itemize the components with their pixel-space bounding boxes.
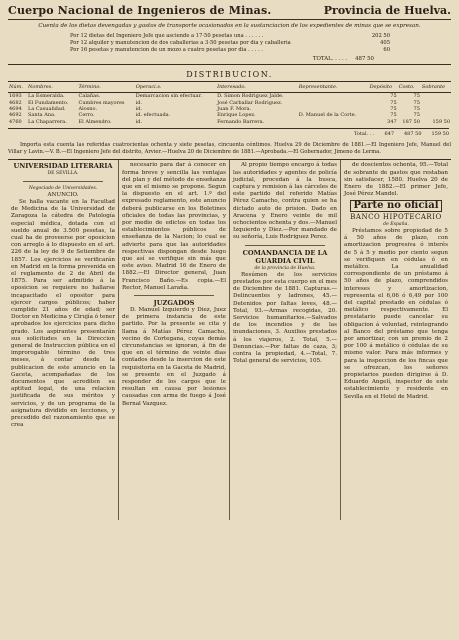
guardia-title: COMANDANCIA DE LA GUARDIA CIVIL — [242, 248, 328, 265]
table-header-row — [8, 81, 451, 92]
table-row — [8, 93, 451, 100]
col-header: Nombres. — [27, 81, 78, 92]
unofficial-section-heading: Parte no oficial — [350, 200, 442, 211]
col-header: Representante. — [298, 81, 369, 92]
distribution-table — [8, 81, 451, 125]
table-cell-nombre: La Esmeralda. — [28, 93, 65, 100]
table-cell-num: 4692 — [9, 112, 22, 119]
table-cell-dep: 347 — [387, 118, 397, 125]
university-title: UNIVERSIDAD LITERARIA — [13, 162, 113, 171]
table-cell-nombre: El Fundamento. — [28, 99, 69, 106]
table-cell-costo: 75 — [413, 105, 420, 112]
table-cell-costo: 187 50 — [402, 118, 420, 125]
col-header: Interesado. — [216, 81, 298, 92]
table-cell-costo: 75 — [413, 112, 420, 119]
courts-heading: JUZGADOS — [153, 298, 195, 307]
masthead — [8, 4, 451, 20]
expense-text: Por 12 alquiler y manutencion de dos caballerias a 3·50 pesetas por dia y caballeria — [70, 39, 291, 46]
table-total-cost: 487 50 — [404, 131, 422, 138]
account-subtitle: Cuenta de los dietas devengadas y gastos de transporte ocasionados en la sustanciacion de los expedientes de minas que se expresan. — [38, 23, 421, 29]
table-cell-num: 4760 — [9, 118, 22, 125]
expense-total — [8, 56, 374, 62]
table-total-label: Total. . . — [353, 131, 375, 138]
table-cell-costo: 75 — [413, 99, 420, 106]
table-cell-repr — [298, 93, 369, 100]
guardia-continued: de doscientos ochenta, 95.—Total de sobrante de gastos que restaban sin satisfacer, 1580. Huelva 20 de Enero de 1882.—El primer Jefe, José Pérez Mandel. — [344, 162, 448, 198]
notice-continued: necesario para dar á conocer en forma breve y sencilla las ventajas del plan y del método de enseñanza que en el mismo se propone. Segun la dispuesto en el art. 1.º del expresado reglamento, este anuncio deberá publicarse en los Boletines oficiales de todas las provincias, y por medio de edictos en todas los establecimientos públicos de enseñanza de la Nacion; lo cual se advierte para que las autoridades respectivas dispongan desde luego que así se verifique sin más que este aviso. Madrid 16 de Enero de 1882.—El Director general, Juan Francisco Baño.—Es copia.—El Rector, Manuel Laraña. — [122, 162, 226, 291]
table-cell-interesado: D. Simon Rodriguez Jalde. — [217, 93, 284, 100]
table-row — [8, 119, 451, 125]
expense-lines — [70, 33, 390, 54]
table-cell-oper: id. — [135, 118, 143, 125]
col-header: Término. — [78, 81, 135, 92]
expense-value: 405 — [380, 39, 390, 46]
table-cell-costo: 75 — [413, 93, 420, 100]
col-header: Depósito — [369, 81, 398, 92]
notice-text: Se halla vacante en la Facultad de Medicina de la Universidad de Zaragoza la cátedra de Patología especial médica, dotada con el sueldo anual de 3.500 pesetas, la cual ha de proveerse por oposicion con arreglo á lo dispuesto en el art. 226 de la ley de 9 de Setiembre de 1857. Los ejercicios se verificarán en Madrid en la forma prevenida en el reglamento de 2 de Abril de 1875. Para ser admitido á la oposicion se requiere no hallarse incapacitado el opositor para ejercer cargos públicos; haber cumplido 21 años de edad; ser Doctor en Medicina y Cirujía ó tener aprobados los ejercicios para dicho grado. Los aspirantes presentarán sus solicitudes en la Direccion general de Instruccion pública en el improrogable término de tres meses, á contar desde la publicacion de este anuncio en la Gaceta, acompañadas de los documentos que acrediten su aptitud legal, de una relacion justificada de sus méritos y servicios, y de un programa de la asignatura dividido en lecciones, y precedido del razonamiento que se crea — [11, 198, 116, 429]
divider — [245, 245, 325, 246]
divider — [134, 295, 214, 296]
notice-heading: ANUNCIO. — [47, 191, 79, 198]
table-cell-oper: id. — [135, 105, 143, 112]
guardia-summary: Resúmen de los servicios prestados por esta cuerpo en el mes de Diciembre de 1881. Capturas.—Delincuentes y ladrones, 45.—Detenidos por faltas leves, 48.—Total, 93.—Armas recogidas, 20. Servicios humanitarios.—Salvados de los incendios y de las inundaciones, 3. Auxilios prestados á los viajeros, 2. Total, 5.—Denuncias.—Por faltas de caza, 3; contra la propiedad, 4.—Total, 7. Total general de servicios, 105. — [233, 271, 337, 365]
table-cell-oper: id. efectuada. — [135, 112, 171, 119]
table-cell-interesado: José Carballar Rodriguez. — [217, 99, 283, 106]
divider — [8, 64, 451, 65]
column-4 — [341, 160, 451, 520]
table-cell-nombre: La Chaparrera. — [28, 118, 67, 125]
table-total-surplus: 159 50 — [431, 131, 449, 138]
expense-line — [70, 40, 390, 47]
table-cell-dep: 75 — [390, 99, 397, 106]
table-cell-termino: Cumbres mayores — [78, 99, 125, 106]
masthead-left: Cuerpo Nacional de Ingenieros de Minas. — [8, 4, 272, 17]
table-total-deposit: 647 — [384, 131, 394, 138]
masthead-right: Provincia de Huelva. — [323, 4, 451, 17]
summons-text: D. Manuel Izquierdo y Diez, Juez de primera instancia de este partido. Por la presente se cita y llama á Matías Pérez Camacho, vecino de Cortegana, cuyas demás circunstancias se ignoran, á fin de que en el término de veinte dias contados desde la insercion de este requisitoria en la Gaceta de Madrid, se presente en el Juzgado á responder de los cargos que le resultan en causa por lesiones causadas con arma de fuego á José Bernal Vazquez. — [122, 306, 226, 407]
table-cell-num: 4682 — [9, 99, 22, 106]
table-cell-repr — [298, 119, 369, 125]
table-cell-termino: El Almendro. — [78, 118, 112, 125]
expense-value: 60 — [383, 46, 390, 53]
total-label: TOTAL. . . . . — [312, 55, 348, 62]
approval-note: Importa esta cuenta las referidas cuatrocientas ochenta y siete pesetas, cincuenta céntimos. Huelva 29 de Diciembre de 1881.—El Ingeniero Jefe, Manuel del Villar y Lavin.—V. B.—El Ingeniero Jefe del distrito, Arvier.—Huelva 20 de Diciembre de 1881.—Aprobada.—El Gobernador, Jimeno de Lerma. — [8, 142, 451, 155]
col-header: Sobrante — [421, 81, 451, 92]
table-cell-termino: Cerro. — [78, 112, 95, 119]
expense-line — [70, 47, 390, 54]
table-cell-termino: Alosno. — [78, 105, 98, 112]
guardia-sub: de la provincia de Huelva. — [254, 265, 316, 271]
table-total-row — [8, 128, 449, 137]
table-cell-interesado: Fernando Barrera. — [217, 118, 265, 125]
table-cell-dep: 75 — [390, 93, 397, 100]
table-cell-interesado: Enrique Lopez. — [217, 112, 256, 119]
table-cell-dep: 75 — [390, 112, 397, 119]
table-cell-nombre: Santa Ana. — [28, 112, 56, 119]
distribution-title: DISTRIBUCION. — [186, 69, 273, 79]
table-cell-num: 1693 — [9, 93, 22, 100]
expense-value: 202 50 — [371, 32, 390, 39]
table-cell-repr: D. Manuel de la Corte. — [298, 112, 357, 119]
table-cell-termino: Calañas. — [78, 93, 101, 100]
column-1 — [8, 160, 119, 520]
table-cell-sob: 159 50 — [432, 118, 450, 125]
table-cell-nombre: La Casualidad. — [28, 105, 66, 112]
bank-ad-text: Préstamos sobre propiedad de 5 á 50 años de plazo, con amortizacion progresiva ó interés de 5 á 5 y medio por ciento segun se verifiquen en cédulas ó en metálico. La anualidad correspondiente de un préstamo á 50 años de plazo, comprendidos intereses y amortizacion, representa el 6,06 ó 6,49 por 100 del capital prestado en cédulas ó metálico respectivamente. El prestatario puede cancelar su obligacion á voluntad, reintegrando al Banco del préstamo que tenga por amortizar, con un premio de 2 por 100 á metálico ó cédulas de su mismo valor. Para más informes y para la inspeccion de los fincas que se ofrezcan, los señores propietarios pueden dirigirse á D. Eduardo Angelí, inspector de este establecimiento y residente en Sevilla en el Hotel de Madrid. — [344, 227, 448, 400]
column-3 — [230, 160, 341, 520]
expense-line — [70, 33, 390, 40]
table-cell-num: 4694 — [9, 105, 22, 112]
table-cell-oper: id. — [135, 99, 143, 106]
university-sub: DE SEVILLA. — [47, 171, 79, 177]
summons-continued: Al propio tiempo encargo á todas las autoridades y agentes de policía judicial, procedan á la busca, captura y remision á las cárceles de este partido del referido Matías Pérez Camacho, contra quien se ha dictado auto de prision. Dado en Aracena y Enero veinte de mil ochocientos ochenta y dos.—Manuel Izquierdo y Diez.—Por mandado de su señoría, Luis Rodriguez Perez. — [233, 162, 337, 241]
col-header: Costo. — [398, 81, 421, 92]
expense-text: Por 12 dietas del Ingeniero Jefe que asciende a 17·50 pesetas una . . . . . . — [70, 32, 264, 39]
bank-sub: de España. — [383, 221, 409, 227]
table-cell-oper: Demarcacion sin efectuar. — [135, 93, 202, 100]
col-header: Operaci.s. — [135, 81, 216, 92]
table-cell-interesado: Juan F. Mora. — [217, 105, 252, 112]
table-cell-sob — [421, 93, 451, 100]
col-header: Núm. — [8, 81, 27, 92]
university-dept: Negociado de Universidades. — [28, 185, 98, 191]
article-columns — [8, 159, 451, 520]
column-2 — [119, 160, 230, 520]
expense-text: Por 16 pesetas y manutencion de un mozo a cuatro pesetas por dia . . . . . — [70, 46, 263, 53]
total-value: 487 50 — [355, 55, 374, 62]
divider — [23, 181, 103, 182]
bank-title: BANCO HIPOTECARIO — [350, 212, 442, 221]
table-cell-dep: 75 — [390, 105, 397, 112]
